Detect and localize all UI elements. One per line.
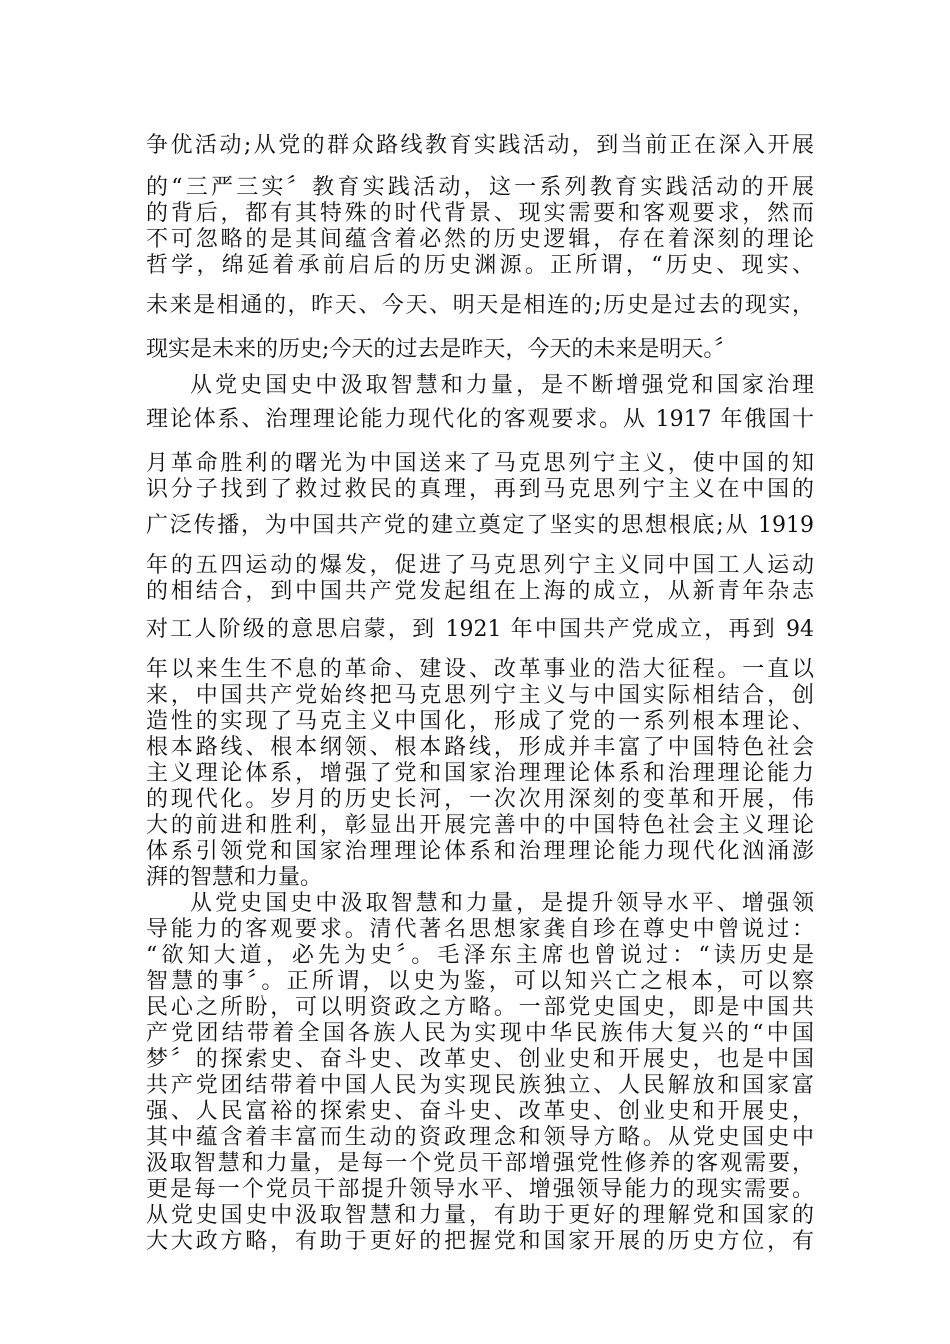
text-line: 梦〞的探索史、奋斗史、改革史、创业史和开展史，也是中国: [146, 1047, 814, 1072]
text-line: 哲学，绵延着承前启后的历史渊源。正所谓，“历史、现实、: [146, 253, 814, 278]
text-line: 造性的实现了马克主义中国化，形成了党的一系列根本理论、: [146, 709, 814, 734]
text-line: “欲知大道，必先为史〞。毛泽东主席也曾说过：“读历史是: [146, 943, 814, 968]
text-line: 从党史国史中汲取智慧和力量，是提升领导水平、增强领: [190, 891, 814, 916]
text-line: 月革命胜利的曙光为中国送来了马克思列宁主义，使中国的知: [146, 451, 814, 476]
text-line: 争优活动;从党的群众路线教育实践活动，到当前正在深入开展: [146, 133, 814, 158]
text-line: 年的五四运动的爆发，促进了马克思列宁主义同中国工人运动: [146, 553, 814, 578]
text-line: 未来是相通的，昨天、今天、明天是相连的;历史是过去的现实，: [146, 293, 814, 318]
text-line: 智慧的事〞。正所谓，以史为鉴，可以知兴亡之根本，可以察: [146, 969, 814, 994]
text-line: 主义理论体系，增强了党和国家治理理论体系和治理理论能力: [146, 761, 814, 786]
text-line: 产党团结带着全国各族人民为实现中华民族伟大复兴的“中国: [146, 1021, 814, 1046]
text-line: 从党史国史中汲取智慧和力量，有助于更好的理解党和国家的: [146, 1203, 814, 1228]
text-line: 识分子找到了救过救民的真理，再到马克思列宁主义在中国的: [146, 477, 814, 502]
text-line: 其中蕴含着丰富而生动的资政理念和领导方略。从党史国史中: [146, 1125, 814, 1150]
text-line: 共产党团结带着中国人民为实现民族独立、人民解放和国家富: [146, 1073, 814, 1098]
text-line: 更是每一个党员干部提升领导水平、增强领导能力的现实需要。: [146, 1177, 814, 1202]
text-line: 的“三严三实〞教育实践活动，这一系列教育实践活动的开展: [146, 175, 814, 200]
text-line: 理论体系、治理理论能力现代化的客观要求。从 1917 年俄国十: [146, 407, 814, 432]
text-line: 大的前进和胜利，彰显出开展完善中的中国特色社会主义理论: [146, 813, 814, 838]
text-line: 民心之所盼，可以明资政之方略。一部党史国史，即是中国共: [146, 995, 814, 1020]
text-line: 的背后，都有其特殊的时代背景、现实需要和客观要求，然而: [146, 201, 814, 226]
text-line: 强、人民富裕的探索史、奋斗史、改革史、创业史和开展史，: [146, 1099, 814, 1124]
text-line: 湃的智慧和力量。: [146, 865, 323, 890]
text-line: 不可忽略的是其间蕴含着必然的历史逻辑，存在着深刻的理论: [146, 227, 814, 252]
text-line: 年以来生生不息的革命、建设、改革事业的浩大征程。一直以: [146, 657, 814, 682]
text-line: 的相结合，到中国共产党发起组在上海的成立，从新青年杂志: [146, 579, 814, 604]
text-line: 汲取智慧和力量，是每一个党员干部增强党性修养的客观需要，: [146, 1151, 814, 1176]
text-line: 对工人阶级的意思启蒙，到 1921 年中国共产党成立，再到 94: [146, 617, 814, 642]
text-line: 现实是未来的历史;今天的过去是昨天，今天的未来是明天。〞: [146, 337, 737, 362]
text-line: 的现代化。岁月的历史长河，一次次用深刻的变革和开展，伟: [146, 787, 814, 812]
text-line: 大大政方略，有助于更好的把握党和国家开展的历史方位，有: [146, 1229, 814, 1254]
text-line: 来，中国共产党始终把马克思列宁主义与中国实际相结合，创: [146, 683, 814, 708]
text-line: 根本路线、根本纲领、根本路线，形成并丰富了中国特色社会: [146, 735, 814, 760]
text-line: 从党史国史中汲取智慧和力量，是不断增强党和国家治理: [190, 373, 814, 398]
text-line: 体系引领党和国家治理理论体系和治理理论能力现代化汹涌澎: [146, 839, 814, 864]
text-line: 广泛传播，为中国共产党的建立奠定了坚实的思想根底;从 1919: [146, 513, 814, 538]
text-line: 导能力的客观要求。清代著名思想家龚自珍在尊史中曾说过：: [146, 917, 814, 942]
